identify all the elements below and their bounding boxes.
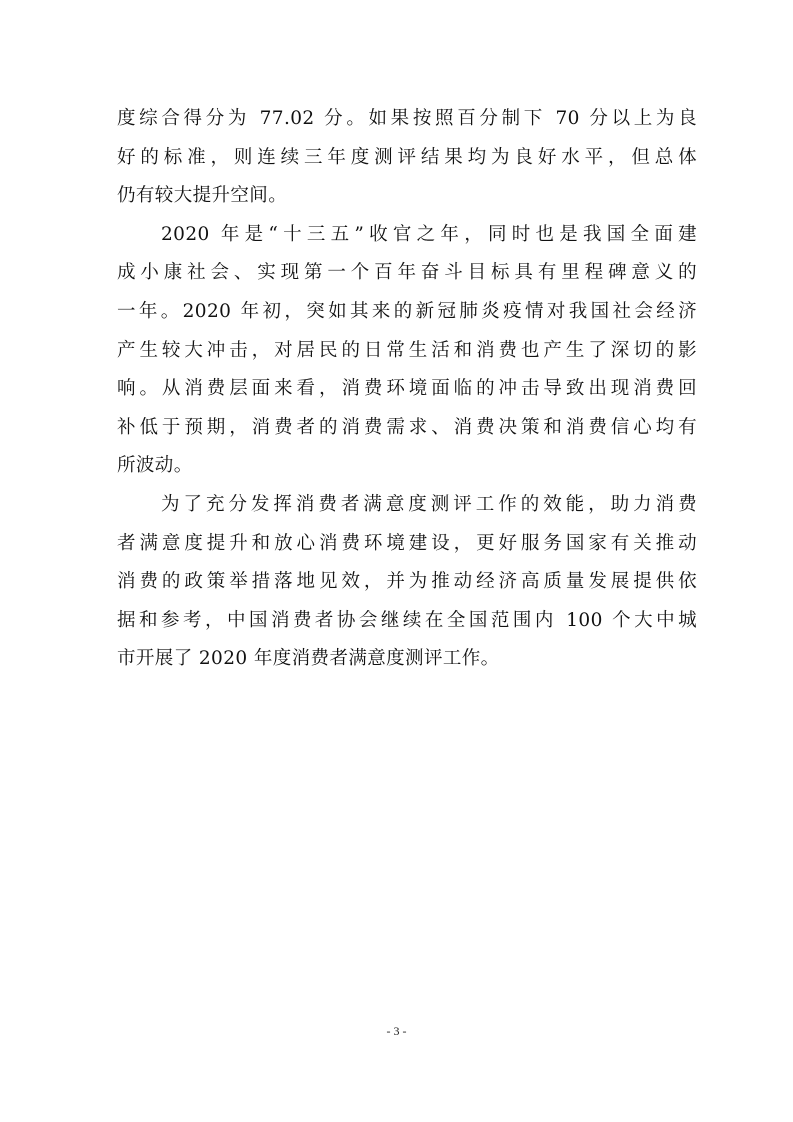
paragraph-3 bbox=[117, 486, 697, 679]
document-body bbox=[117, 100, 697, 679]
text-line: 响。从消费层面来看，消费环境面临的冲击导致出现消费回 bbox=[117, 378, 697, 400]
text-line: 消费的政策举措落地见效，并为推动经济高质量发展提供依 bbox=[117, 571, 697, 593]
paragraph-2 bbox=[117, 216, 697, 486]
text-line: 所波动。 bbox=[117, 455, 193, 477]
text-line: 产生较大冲击，对居民的日常生活和消费也产生了深切的影 bbox=[117, 339, 697, 361]
text-line: 者满意度提升和放心消费环境建设，更好服务国家有关推动 bbox=[117, 532, 697, 554]
text-line: 为了充分发挥消费者满意度测评工作的效能，助力消费 bbox=[161, 493, 697, 515]
text-line: 一年。2020 年初，突如其来的新冠肺炎疫情对我国社会经济 bbox=[117, 300, 697, 322]
text-line: 2020 年是“十三五”收官之年，同时也是我国全面建 bbox=[161, 223, 697, 245]
text-line: 度综合得分为 77.02 分。如果按照百分制下 70 分以上为良 bbox=[117, 108, 697, 129]
text-line: 仍有较大提升空间。 bbox=[117, 185, 288, 207]
text-line: 好的标准，则连续三年度测评结果均为良好水平，但总体 bbox=[117, 146, 697, 168]
text-line: 成小康社会、实现第一个百年奋斗目标具有里程碑意义的 bbox=[117, 262, 697, 284]
page-number: - 3 - bbox=[386, 1024, 407, 1038]
text-line: 据和参考，中国消费者协会继续在全国范围内 100 个大中城 bbox=[117, 609, 697, 631]
paragraph-1 bbox=[117, 100, 697, 216]
text-line: 市开展了 2020 年度消费者满意度测评工作。 bbox=[117, 648, 500, 670]
text-line: 补低于预期，消费者的消费需求、消费决策和消费信心均有 bbox=[117, 416, 697, 438]
